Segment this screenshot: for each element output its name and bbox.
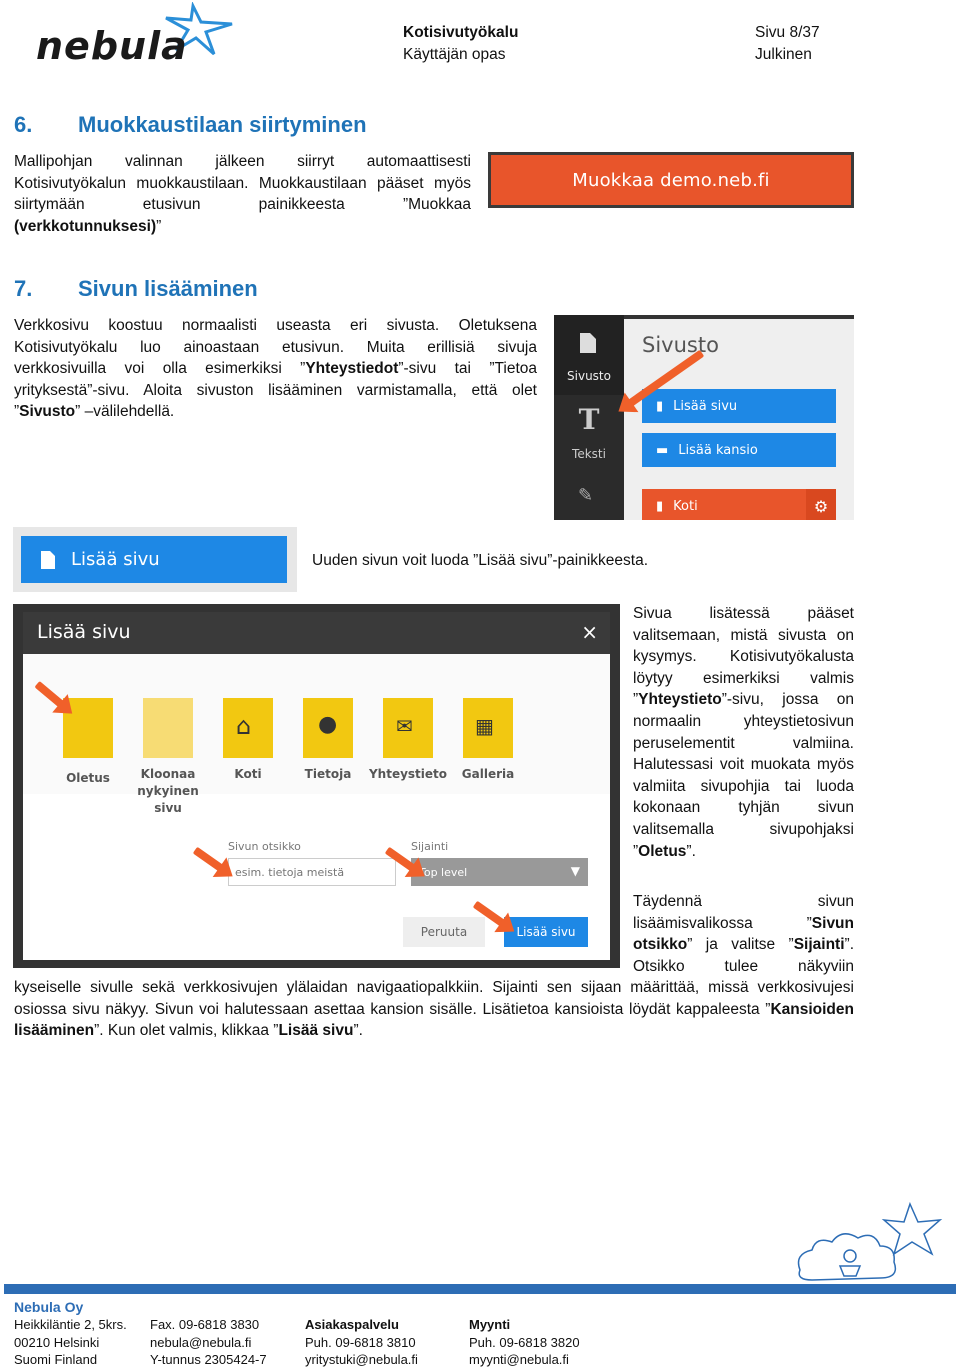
- rt-line: kokonaan tyhjän sivun: [633, 799, 854, 817]
- page-icon: [580, 333, 596, 353]
- ft-line: lisäämisvalikossa ”Sivun: [633, 914, 854, 932]
- site-panel: [624, 315, 854, 520]
- s7-line: yrityksestä”-sivu. Aloita sivuston lisääminen varmistamalla, että olet: [14, 381, 537, 399]
- rt-line: normaalin yhteystietosivun: [633, 712, 854, 730]
- page-title-input[interactable]: [228, 858, 396, 886]
- rt-line: ”Oletus”.: [633, 842, 696, 860]
- cancel-button[interactable]: Peruuta: [403, 917, 485, 947]
- rt-line: Sivua lisätessä pääset: [633, 605, 854, 622]
- home-icon: ⌂: [236, 712, 252, 740]
- edit-site-button[interactable]: Muokkaa demo.neb.fi: [488, 152, 854, 208]
- template-contact-icon[interactable]: [383, 698, 433, 758]
- footer-support: Asiakaspalvelu Puh. 09-6818 3810 yritystuki@nebula.fi: [305, 1317, 418, 1367]
- rt-line: peruselementit valmiina.: [633, 734, 854, 752]
- template-label: Koti: [234, 767, 262, 781]
- ft-line: Otsikko tulee näkyviin: [633, 957, 854, 975]
- image-grid-icon: ▦: [475, 714, 494, 738]
- text-icon: T: [578, 403, 600, 436]
- gear-icon[interactable]: ⚙: [806, 489, 836, 520]
- ft-line: osiossa sivu näkyy. Sivun voi halutessaan asettaa kansion sisälle. Lisätietoa kansioista löydät kappaleesta ”Kansioiden: [14, 1000, 854, 1018]
- dialog-header: [23, 612, 610, 654]
- add-page-button-shot: [13, 527, 297, 592]
- template-home-icon[interactable]: [223, 698, 273, 758]
- template-description: [633, 603, 854, 862]
- page-number: Sivu 8/37: [755, 24, 820, 41]
- template-label: Kloonaa nykyinen sivu: [137, 767, 199, 815]
- template-label: Tietoja: [304, 767, 352, 781]
- location-select[interactable]: Top level ▼: [411, 858, 588, 886]
- arrow-icon: [193, 847, 225, 873]
- rt-line: valitsemaan, mistä sivusta on: [633, 626, 854, 644]
- page-title-label: Sivun otsikko: [228, 840, 301, 853]
- doc-title: Kotisivutyökalu: [403, 24, 519, 41]
- folder-icon: ▬: [656, 442, 669, 458]
- section-7-heading: 7. Sivun lisääminen: [14, 276, 258, 301]
- add-folder-button[interactable]: ▬ Lisää kansio: [642, 433, 836, 467]
- caret-down-icon: ▼: [570, 864, 580, 878]
- page-icon: ▮: [656, 398, 664, 414]
- s6-line: Mallipohjan valinnan jälkeen siirryt automaattisesti: [14, 153, 471, 170]
- section-6-text: [14, 151, 471, 237]
- nebula-logo: [36, 2, 241, 68]
- footer-address: Heikkiläntie 2, 5krs. 00210 Helsinki Suomi Finland: [14, 1317, 127, 1367]
- footer-sales: Myynti Puh. 09-6818 3820 myynti@nebula.fi: [469, 1317, 580, 1367]
- star-cloud-illustration: [790, 1200, 955, 1290]
- panel-title: Sivusto: [642, 333, 719, 357]
- fill-instructions: [633, 891, 854, 977]
- tab-sivusto[interactable]: Sivusto: [554, 315, 624, 395]
- add-page-dialog-shot: [13, 604, 620, 968]
- page-icon: ▮: [656, 499, 664, 514]
- ft-line: lisääminen”. Kun olet valmis, klikkaa ”Lisää sivu”.: [14, 1022, 363, 1040]
- footer-contact: Fax. 09-6818 3830 nebula@nebula.fi Y-tunnus 2305424-7: [150, 1317, 267, 1367]
- classification: Julkinen: [755, 46, 812, 63]
- close-icon[interactable]: ×: [581, 620, 598, 644]
- ft-line: Täydennä sivun: [633, 893, 854, 910]
- add-page-caption: Uuden sivun voit luoda ”Lisää sivu”-painikkeesta.: [312, 552, 649, 569]
- s6-line: Kotisivutyökalun muokkaustilaan. Muokkaustilaan pääset myös: [14, 174, 471, 192]
- submit-button[interactable]: Lisää sivu: [504, 917, 588, 947]
- logo-text: nebula: [36, 24, 188, 68]
- envelope-icon: ✉: [396, 714, 413, 738]
- rt-line: valmiita sivupohjia tai luoda: [633, 777, 854, 795]
- ft-line: kyseiselle sivulle sekä verkkosivujen ylälaidan navigaatiopalkkiin. Sijainti sen sijaan määrittää, missä verkkosivujesi: [14, 979, 854, 996]
- doc-subtitle: Käyttäjän opas: [403, 46, 506, 63]
- dialog-title: Lisää sivu: [37, 621, 131, 643]
- s7-line: Kotisivutyökalu luo ainoastaan etusivun. Muita erillisiä sivuja: [14, 338, 537, 356]
- rt-line: valitsemalla sivupohjaksi: [633, 820, 854, 838]
- brush-icon[interactable]: ✎: [578, 485, 594, 506]
- template-gallery-icon[interactable]: [463, 698, 513, 758]
- sidebar-screenshot: [554, 315, 854, 520]
- s7-line: ”Sivusto” –välilehdellä.: [14, 403, 175, 421]
- footer-bar: [4, 1284, 956, 1294]
- fill-instructions-continued: [14, 977, 854, 1042]
- add-page-dialog: [23, 612, 610, 960]
- location-label: Sijainti: [411, 840, 449, 853]
- template-label: Galleria: [461, 767, 515, 781]
- s7-line: verkkosivuilla voi olla esimerkiksi ”Yhteystiedot”-sivu tai ”Tietoa: [14, 360, 537, 378]
- rt-line: löytyy esimerkiksi valmis: [633, 669, 854, 687]
- template-clone-icon[interactable]: [143, 698, 193, 758]
- home-page-item[interactable]: ▮ Koti ⚙: [642, 489, 836, 520]
- tab-teksti[interactable]: T Teksti: [554, 399, 624, 469]
- template-label: Yhteystieto: [368, 767, 448, 781]
- s6-line: (verkkotunnuksesi)”: [14, 217, 162, 235]
- person-icon: ●: [318, 712, 338, 737]
- template-label: Oletus: [66, 771, 110, 785]
- add-page-button-large[interactable]: Lisää sivu: [21, 536, 287, 583]
- page-icon: [41, 551, 55, 569]
- rt-line: kysymys. Kotisivutyökalusta: [633, 648, 854, 666]
- template-about-icon[interactable]: [303, 698, 353, 758]
- section-7-text: [14, 315, 537, 423]
- s6-line: siirtymään etusivun painikkeesta ”Muokkaa: [14, 196, 471, 214]
- star-cloud-icon: [790, 1200, 955, 1290]
- s7-line: Verkkosivu koostuu normaalisti useasta eri sivusta. Oletuksena: [14, 317, 537, 334]
- editor-sidebar: [554, 315, 624, 520]
- rt-line: Halutessasi voit muokata myös: [633, 756, 854, 774]
- footer-company: Nebula Oy: [14, 1299, 84, 1315]
- add-page-button[interactable]: ▮ Lisää sivu: [642, 389, 836, 423]
- ft-line: otsikko” ja valitse ”Sijainti”.: [633, 936, 854, 954]
- rt-line: ”Yhteystieto”-sivu, jossa on: [633, 691, 854, 709]
- template-grid: [23, 654, 610, 815]
- section-6-heading: 6. Muokkaustilaan siirtyminen: [14, 112, 367, 137]
